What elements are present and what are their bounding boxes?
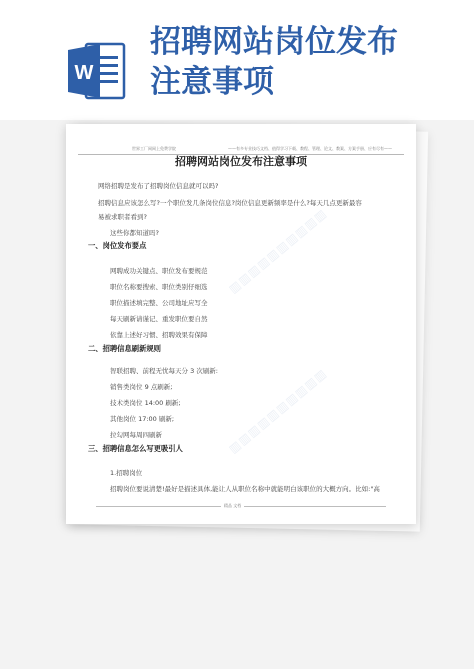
header-left-text: 世界工厂网网上免费学院: [132, 146, 176, 151]
banner-title-line-2: 注意事项: [150, 64, 274, 100]
section-heading: 一、岗位发布要点: [88, 241, 147, 250]
banner-title: [150, 22, 470, 102]
section-line: 技术类岗位 14:00 刷新;: [110, 399, 181, 407]
banner: [0, 0, 474, 120]
section-line: 招聘岗位要说清楚!最好是描述具体,能让人从职位名称中就能明白该职位的大概方向。比如:"高: [110, 485, 380, 493]
section-line: 职位描述填完整、公司地址应写全: [110, 299, 208, 307]
section-heading: 三、招聘信息怎么写更吸引人: [88, 444, 183, 453]
section-line: 其他岗位 17:00 刷新;: [110, 415, 175, 423]
section-line: 依靠上述好习惯、招聘效果有保障: [110, 331, 208, 339]
section-line: 拉勾网每周四刷新: [110, 431, 162, 439]
header-right-text: ——有多专业技巧文档、值得学习下载、教程、管理、论文、教案、方案手册、应有尽有——: [228, 146, 392, 151]
document-page: [66, 124, 416, 524]
banner-title-line-1: 招聘网站岗位发布: [150, 24, 398, 60]
section-line: 智联招聘、前程无忧每天分 3 次刷新:: [110, 367, 218, 375]
document-title: 招聘网站岗位发布注意事项: [175, 155, 307, 168]
word-icon-letter: W: [74, 62, 94, 84]
intro-line: 这些你都知道吗?: [110, 229, 159, 237]
word-document-icon: [66, 40, 128, 102]
watermark: ▥▥▥▥▥▥▥▥▥▥: [225, 205, 330, 297]
section-line: 每天刷新请谨记、重发职位要自然: [110, 315, 208, 323]
intro-line: 易被求职者看到?: [98, 213, 147, 221]
intro-line: 招聘信息应该怎么写?一个职位发几条岗位信息?岗位信息更新频率是什么?每天几点更新最容: [98, 199, 362, 207]
footer-text: 精品 文档: [221, 503, 244, 509]
section-line: 网聘成功关键点、职位发布要规范: [110, 267, 208, 275]
section-line: 1.招聘岗位: [110, 469, 143, 477]
section-line: 销售类岗位 9 点刷新;: [110, 383, 173, 391]
watermark: ▥▥▥▥▥▥▥▥▥▥: [225, 365, 330, 457]
section-heading: 二、招聘信息刷新规则: [88, 344, 161, 353]
section-line: 职位名称要搜索、职位类别仔细选: [110, 283, 208, 291]
intro-line: 网络招聘是发布了招聘岗位信息就可以吗?: [98, 182, 219, 190]
